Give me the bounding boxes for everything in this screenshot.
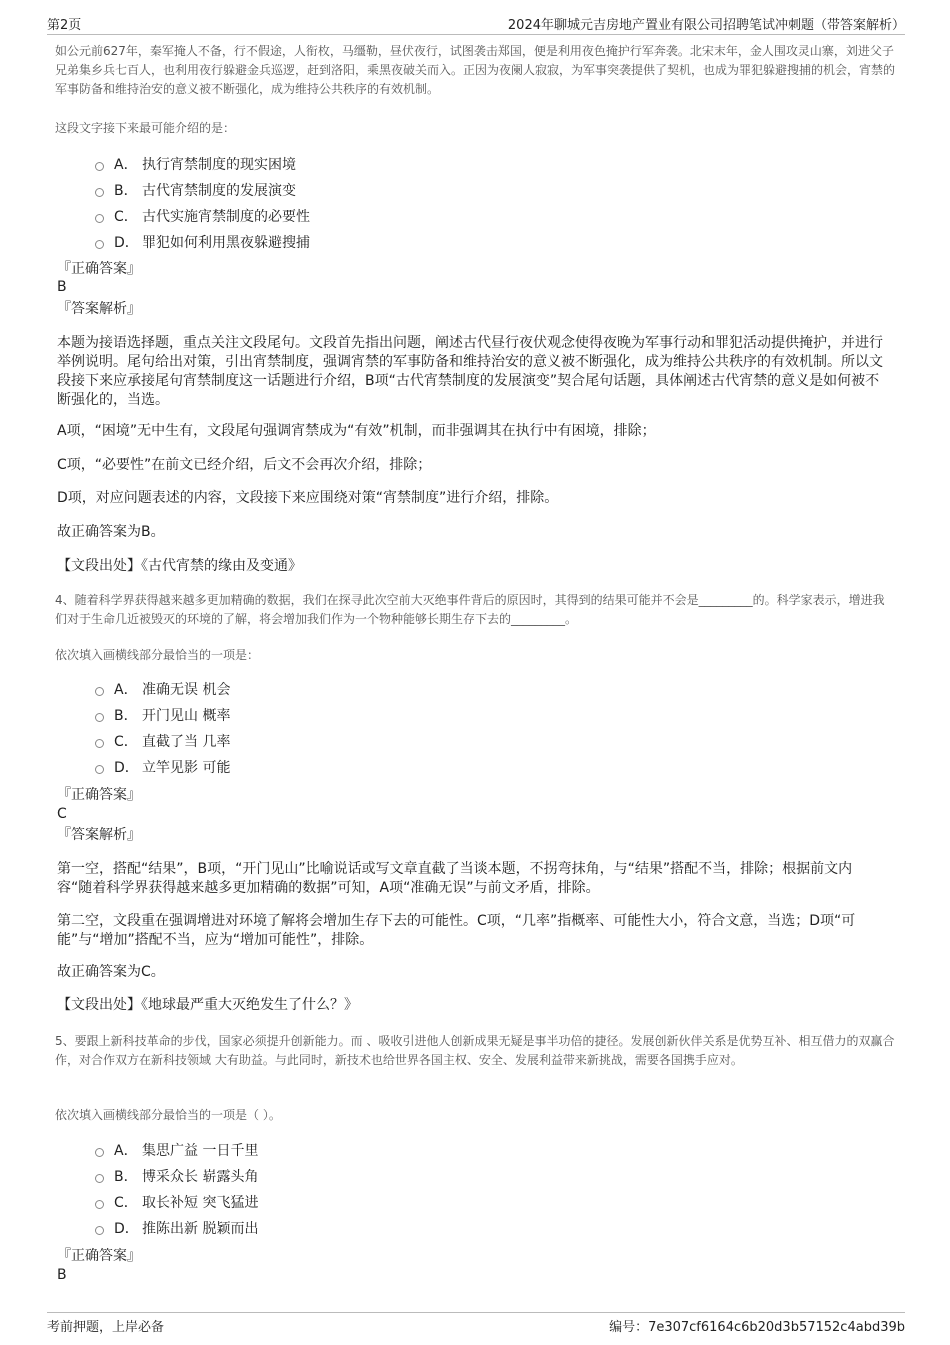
- page-header: [47, 14, 905, 35]
- q5-prompt: 依次填入画横线部分最恰当的一项是（ ）。: [55, 1108, 281, 1122]
- document-title: 2024年聊城元吉房地产置业有限公司招聘笔试冲刺题（带答案解析）: [507, 18, 905, 33]
- q5-option-d[interactable]: D． 推陈出新 脱颖而出: [95, 1215, 595, 1241]
- q3-answer-label: 『正确答案』: [57, 261, 141, 277]
- radio-icon[interactable]: [95, 739, 104, 748]
- q4-answer-label: 『正确答案』: [57, 787, 141, 803]
- q4-option-b[interactable]: B． 开门见山 概率: [95, 702, 595, 728]
- q3-passage: 如公元前627年，秦军掩人不备，行不假途，人衔枚，马缰勒，昼伏夜行，试图袭击郑国，便是利用夜色掩护行军奔袭。北宋末年，金人围攻灵山寨，刘进父子兄弟集乡兵七百人，也利用夜行躲避金兵巡逻，赶到洛阳，乘黑夜破关而入。正因为夜阑人寂寂，为军事突袭提供了契机，也成为罪犯躲避搜捕的机会，宵禁的军事防备和维持治安的意义被不断强化，成为维持公共秩序的有效机制。: [55, 44, 896, 96]
- q3-option-b[interactable]: B． 古代宵禁制度的发展演变: [95, 177, 595, 203]
- q5-options: [95, 1137, 595, 1241]
- q5-answer-label: 『正确答案』: [57, 1248, 141, 1264]
- q3-analysis-1: 本题为接语选择题，重点关注文段尾句。文段首先指出问题，阐述古代昼行夜伏观念使得夜晚为军事行动和罪犯活动提供掩护，并进行举例说明。尾句给出对策，引出宵禁制度，强调宵禁的军事防备和维持治安的意义被不断强化，成为维持公共秩序的有效机制。所以文段接下来应承接尾句宵禁制度这一话题进行介绍，B项“古代宵禁制度的发展演变”契合尾句话题，具体阐述古代宵禁的意义是如何被不断强化的，当选。: [57, 335, 883, 408]
- q4-prompt: 依次填入画横线部分最恰当的一项是：: [55, 648, 260, 662]
- page-number: 第2页: [47, 18, 82, 33]
- q4-option-d[interactable]: D． 立竿见影 可能: [95, 754, 595, 780]
- radio-icon[interactable]: [95, 1148, 104, 1157]
- radio-icon[interactable]: [95, 188, 104, 197]
- radio-icon[interactable]: [95, 240, 104, 249]
- q3-prompt: 这段文字接下来最可能介绍的是：: [55, 121, 236, 135]
- radio-icon[interactable]: [95, 687, 104, 696]
- q3-answer: B: [57, 279, 67, 295]
- q3-option-c[interactable]: C． 古代实施宵禁制度的必要性: [95, 203, 595, 229]
- q3-source: 【文段出处】《古代宵禁的缘由及变通》: [57, 558, 302, 574]
- q5-answer: B: [57, 1267, 67, 1283]
- q3-analysis-5: 故正确答案为B。: [57, 524, 165, 540]
- radio-icon[interactable]: [95, 713, 104, 722]
- radio-icon[interactable]: [95, 1200, 104, 1209]
- q3-analysis-label: 『答案解析』: [57, 301, 141, 317]
- q3-options: [95, 151, 595, 255]
- q3-option-d[interactable]: D． 罪犯如何利用黑夜躲避搜捕: [95, 229, 595, 255]
- radio-icon[interactable]: [95, 162, 104, 171]
- q3-analysis-4: D项，对应问题表述的内容，文段接下来应围绕对策“宵禁制度”进行介绍，排除。: [57, 490, 559, 506]
- page-footer: [47, 1312, 905, 1335]
- radio-icon[interactable]: [95, 214, 104, 223]
- q4-passage: 4、随着科学界获得越来越多更加精确的数据，我们在探寻此次空前大灭绝事件背后的原因时，其得到的结果可能并不会是_________的。科学家表示，增进我们对于生命几近被毁灭的环境的了解，将会增加我们作为一个物种能够长期生存下去的_________。: [55, 593, 885, 626]
- radio-icon[interactable]: [95, 1174, 104, 1183]
- q4-source: 【文段出处】《地球最严重大灭绝发生了什么？》: [57, 997, 358, 1013]
- q3-analysis-2: A项，“困境”无中生有，文段尾句强调宵禁成为“有效”机制，而非强调其在执行中有困境，排除；: [57, 423, 656, 439]
- footer-doc-id: 编号：7e307cf6164c6b20d3b57152c4abd39b: [609, 1320, 905, 1335]
- q4-answer: C: [57, 806, 67, 822]
- q5-option-b[interactable]: B． 博采众长 崭露头角: [95, 1163, 595, 1189]
- q5-option-c[interactable]: C． 取长补短 突飞猛进: [95, 1189, 595, 1215]
- q5-option-a[interactable]: A． 集思广益 一日千里: [95, 1137, 595, 1163]
- radio-icon[interactable]: [95, 1226, 104, 1235]
- q3-option-a[interactable]: A． 执行宵禁制度的现实困境: [95, 151, 595, 177]
- q4-option-c[interactable]: C． 直截了当 几率: [95, 728, 595, 754]
- q4-option-a[interactable]: A． 准确无误 机会: [95, 676, 595, 702]
- q5-passage: 5、要跟上新科技革命的步伐，国家必须提升创新能力。而 、吸收引进他人创新成果无疑是事半功倍的捷径。发展创新伙伴关系是优势互补、相互借力的双赢合作，对合作双方在新科技领域 大有助益。与此同时，新技术也给世界各国主权、安全、发展利益带来新挑战，需要各国携手应对。: [55, 1034, 895, 1067]
- q3-analysis-3: C项，“必要性”在前文已经介绍，后文不会再次介绍，排除；: [57, 457, 432, 473]
- q4-options: [95, 676, 595, 780]
- q4-analysis-1: 第一空，搭配“结果”，B项，“开门见山”比喻说话或写文章直截了当谈本题，不拐弯抹角，与“结果”搭配不当，排除；根据前文内容“随着科学界获得越来越多更加精确的数据”可知，A项“准确无误”与前文矛盾，排除。: [57, 861, 853, 896]
- q4-analysis-label: 『答案解析』: [57, 827, 141, 843]
- footer-slogan: 考前押题，上岸必备: [47, 1320, 165, 1335]
- q4-analysis-3: 故正确答案为C。: [57, 964, 165, 980]
- radio-icon[interactable]: [95, 765, 104, 774]
- q4-analysis-2: 第二空，文段重在强调增进对环境了解将会增加生存下去的可能性。C项，“几率”指概率、可能性大小，符合文意，当选；D项“可能”与“增加”搭配不当，应为“增加可能性”，排除。: [57, 913, 856, 948]
